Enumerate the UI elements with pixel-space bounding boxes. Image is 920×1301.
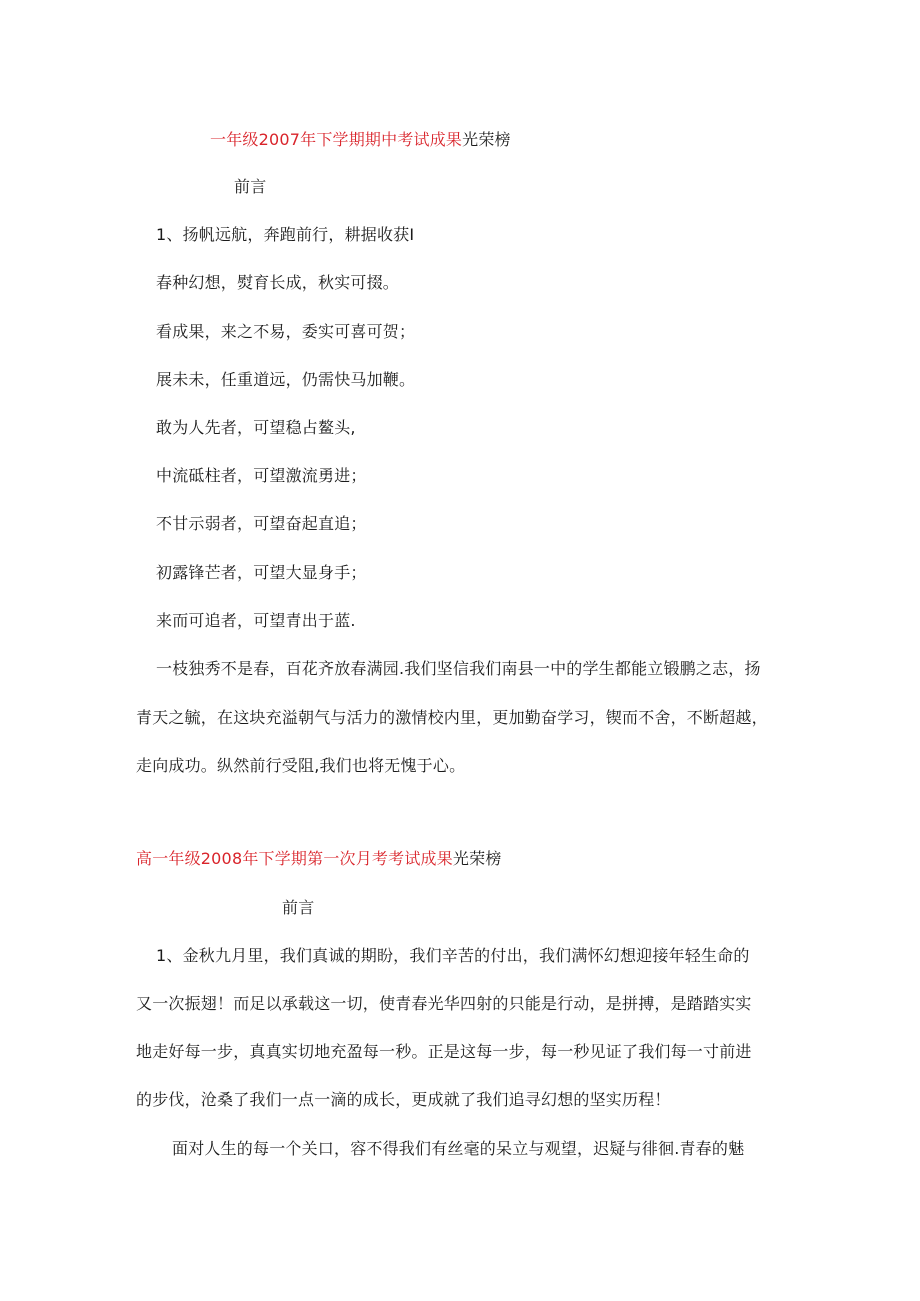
section2-paragraph1-line-4: 的步伐，沧桑了我们一点一滴的成长，更成就了我们追寻幻想的坚实历程！ xyxy=(136,1090,671,1109)
section1-line-6: 中流砥柱者，可望激流勇进； xyxy=(156,466,367,485)
section2-title-black: 光荣榜 xyxy=(452,849,502,868)
section1-paragraph-line-1: 一枝独秀不是春，百花齐放春满园.我们坚信我们南县一中的学生都能立锻鹏之志，扬 xyxy=(156,659,761,678)
section2-paragraph1-line-3: 地走好每一步，真真实切地充盈每一秒。正是这每一步，每一秒见证了我们每一寸前进 xyxy=(136,1042,752,1061)
section1-line-7: 不甘示弱者，可望奋起直追； xyxy=(156,514,367,533)
section2-paragraph2-line-1: 面对人生的每一个关口，容不得我们有丝毫的呆立与观望，迟疑与徘徊.青春的魅 xyxy=(172,1139,745,1158)
section1-title xyxy=(210,130,511,150)
section2-paragraph1-line-2: 又一次振翅！而足以承载这一切，使青春光华四射的只能是行动，是拼搏，是踏踏实实 xyxy=(136,994,752,1013)
section1-line-9: 来而可追者，可望青出于蓝. xyxy=(156,611,356,630)
section1-line-5: 敢为人先者，可望稳占鳌头, xyxy=(156,418,356,437)
section1-paragraph-line-2: 青天之毓，在这块充溢朝气与活力的激情校内里，更加勤奋学习，锲而不舍，不断超越， xyxy=(136,708,768,727)
section1-line-8: 初露锋芒者，可望大显身手； xyxy=(156,563,367,582)
section2-paragraph1-line-1: 1、金秋九月里，我们真诚的期盼，我们辛苦的付出，我们满怀幻想迎接年轻生命的 xyxy=(156,946,750,965)
section1-line-1: 1、扬帆远航，奔跑前行，耕据收获I xyxy=(156,225,415,244)
section1-title-black: 光荣榜 xyxy=(462,130,511,149)
section2-title xyxy=(136,849,502,869)
section1-line-4: 展未未，任重道远，仍需快马加鞭。 xyxy=(156,370,416,389)
section1-preface: 前言 xyxy=(234,177,267,196)
section1-line-3: 看成果，来之不易，委实可喜可贺； xyxy=(156,322,416,341)
section2-preface: 前言 xyxy=(282,898,315,917)
section1-line-2: 春种幻想，熨育长成，秋实可掇。 xyxy=(156,273,400,292)
section1-title-red: 一年级2007年下学期期中考试成果 xyxy=(210,130,463,149)
section1-paragraph-line-3: 走向成功。纵然前行受阻,我们也将无愧于心。 xyxy=(136,756,466,775)
section2-title-red: 高一年级2008年下学期第一次月考考试成果 xyxy=(136,849,453,868)
